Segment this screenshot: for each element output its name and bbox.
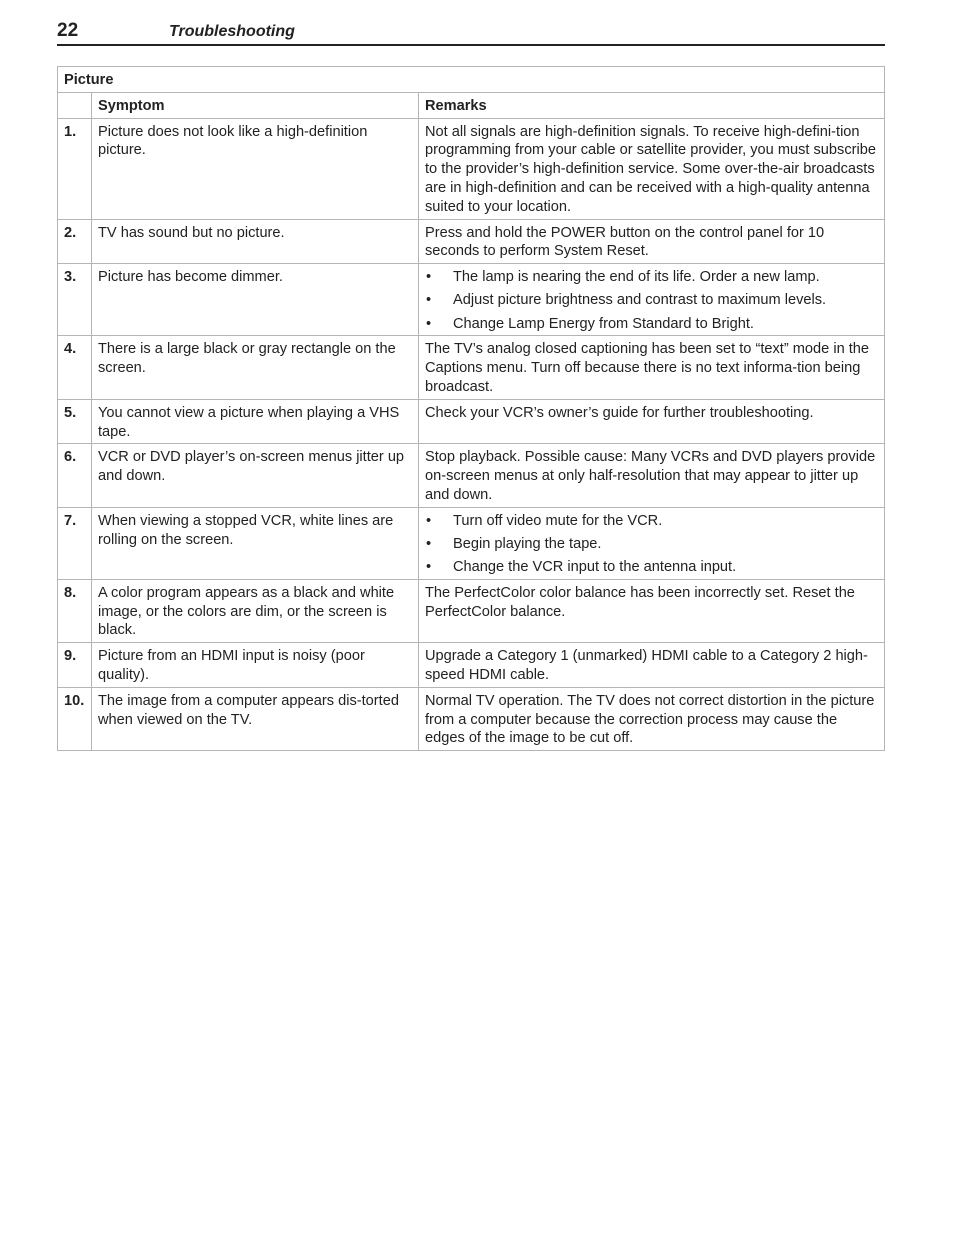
table-row: [58, 264, 885, 336]
row-number: 2.: [58, 219, 92, 264]
row-number: 4.: [58, 336, 92, 399]
remarks-cell: Press and hold the POWER button on the control panel for 10 seconds to perform System Reset.: [419, 219, 885, 264]
row-number: 1.: [58, 118, 92, 219]
remarks-cell: Normal TV operation. The TV does not correct distortion in the picture from a computer because the correction process may cause the edges of the image to be cut off.: [419, 687, 885, 750]
symptom-cell: You cannot view a picture when playing a VHS tape.: [92, 399, 419, 444]
symptom-cell: Picture does not look like a high-definition picture.: [92, 118, 419, 219]
remarks-cell: Check your VCR’s owner’s guide for further troubleshooting.: [419, 399, 885, 444]
symptom-cell: When viewing a stopped VCR, white lines are rolling on the screen.: [92, 507, 419, 579]
remarks-bullet-item: • The lamp is nearing the end of its life. Order a new lamp.: [425, 268, 878, 287]
remarks-cell: [419, 507, 885, 579]
table-row: [58, 687, 885, 750]
table-row: [58, 507, 885, 579]
remarks-bullet-item: • Turn off video mute for the VCR.: [425, 512, 878, 531]
row-number: 6.: [58, 444, 92, 507]
symptom-column-header: Symptom: [92, 92, 419, 118]
remarks-bullet-item: • Adjust picture brightness and contrast to maximum levels.: [425, 291, 878, 310]
page-header: [57, 20, 885, 46]
row-number: 8.: [58, 579, 92, 642]
symptom-cell: The image from a computer appears dis-torted when viewed on the TV.: [92, 687, 419, 750]
row-number: 5.: [58, 399, 92, 444]
symptom-cell: Picture from an HDMI input is noisy (poor quality).: [92, 643, 419, 688]
remarks-bullet-list: [425, 268, 878, 333]
row-number: 9.: [58, 643, 92, 688]
remarks-column-header: Remarks: [419, 92, 885, 118]
number-column-header: [58, 92, 92, 118]
table-header-row: [58, 92, 885, 118]
table-caption-row: [58, 67, 885, 93]
table-row: [58, 336, 885, 399]
remarks-bullet-item: • Change Lamp Energy from Standard to Bright.: [425, 315, 878, 334]
remarks-cell: The PerfectColor color balance has been incorrectly set. Reset the PerfectColor balance.: [419, 579, 885, 642]
row-number: 3.: [58, 264, 92, 336]
section-title: Troubleshooting: [169, 23, 295, 40]
symptom-cell: A color program appears as a black and white image, or the colors are dim, or the screen is black.: [92, 579, 419, 642]
table-caption: Picture: [58, 67, 885, 93]
symptom-cell: VCR or DVD player’s on-screen menus jitter up and down.: [92, 444, 419, 507]
symptom-cell: Picture has become dimmer.: [92, 264, 419, 336]
row-number: 7.: [58, 507, 92, 579]
table-row: [58, 118, 885, 219]
page-number: 22: [57, 20, 79, 41]
symptom-cell: TV has sound but no picture.: [92, 219, 419, 264]
table-row: [58, 643, 885, 688]
row-number: 10.: [58, 687, 92, 750]
remarks-cell: Not all signals are high-definition signals. To receive high-defini-tion programming from your cable or satellite provider, you must subscribe to the provider’s high-definition service. Some over-the-air broadcasts are in high-definition and can be received with a high-quality antenna suited to your location.: [419, 118, 885, 219]
table-row: [58, 579, 885, 642]
symptom-cell: There is a large black or gray rectangle on the screen.: [92, 336, 419, 399]
remarks-bullet-item: • Begin playing the tape.: [425, 535, 878, 554]
remarks-bullet-item: • Change the VCR input to the antenna input.: [425, 558, 878, 577]
remarks-cell: Stop playback. Possible cause: Many VCRs and DVD players provide on-screen menus at only half-resolution that may appear to jitter up and down.: [419, 444, 885, 507]
remarks-cell: Upgrade a Category 1 (unmarked) HDMI cable to a Category 2 high-speed HDMI cable.: [419, 643, 885, 688]
remarks-cell: The TV’s analog closed captioning has been set to “text” mode in the Captions menu. Turn off because there is no text informa-tion being broadcast.: [419, 336, 885, 399]
table-row: [58, 444, 885, 507]
table-row: [58, 399, 885, 444]
troubleshooting-table: [57, 66, 885, 751]
table-row: [58, 219, 885, 264]
remarks-bullet-list: [425, 512, 878, 577]
remarks-cell: [419, 264, 885, 336]
